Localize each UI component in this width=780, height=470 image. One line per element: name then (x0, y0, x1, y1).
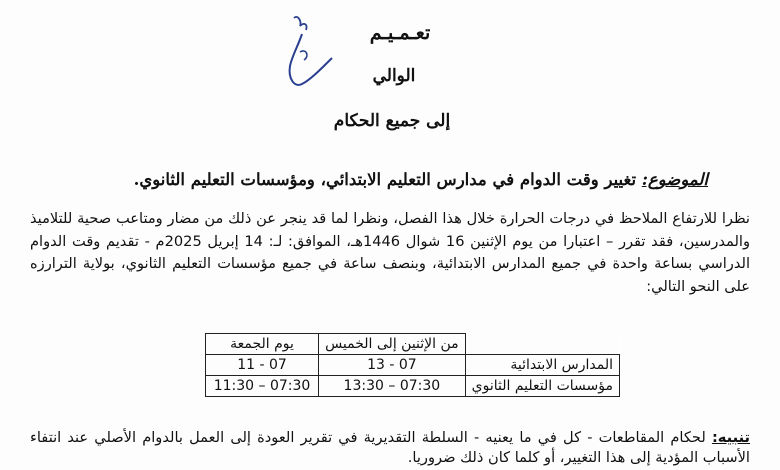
secondary-mon-thu-hours: 07:30 – 13:30 (319, 376, 466, 397)
body-paragraph: نظرا للارتفاع الملاحظ في درجات الحرارة خلال هذا الفصل، ونظرا لما قد ينجر عن ذلك من مضار ومتاعب صحية للتلاميذ والمدرسين، فقد تقرر – اعتبارا من يوم الإثنين 16 شوال 1446هـ، الموافق: لـ: 14 إبريل 2025م - تقديم وقت الدوام الدراسي بساعة واحدة في جميع المدارس الابتدائية، وبنصف ساعة في جميع مؤسسات التعليم الثانوي، بولاية الترارزه على النحو التالي: (30, 210, 751, 295)
recipient: إلى جميع الحكام (333, 111, 451, 131)
primary-mon-thu-hours: 07 - 13 (319, 355, 466, 376)
subject-line (134, 170, 708, 189)
notice-text: لحكام المقاطعات - كل في ما يعنيه - السلطة التقديرية في تقرير العودة إلى العمل بالدوام الأصلي عند انتفاء الأسباب المؤدية إلى هذا التغيير، أو كلما كان ذلك ضروريا. (30, 429, 750, 466)
row-label-secondary: مؤسسات التعليم الثانوي (465, 376, 619, 397)
row-label-primary: المدارس الابتدائية (465, 355, 619, 376)
notice-block (30, 428, 750, 468)
circular-title: تعـمـيـم (369, 22, 431, 44)
sender: الوالي (372, 66, 416, 86)
header-mon-thu: من الإثنين إلى الخميس (319, 334, 466, 355)
table-row (206, 376, 620, 397)
notice-label: تنبيه: (711, 429, 751, 446)
table-row (206, 355, 620, 376)
primary-friday-hours: 07 - 11 (206, 355, 319, 376)
table-corner-cell (465, 334, 619, 355)
secondary-friday-hours: 07:30 – 11:30 (206, 376, 319, 397)
header-friday: يوم الجمعة (206, 334, 319, 355)
subject-text: تغيير وقت الدوام في مدارس التعليم الابتدائي، ومؤسسات التعليم الثانوي. (133, 170, 637, 189)
body-paragraph-block (30, 208, 750, 298)
schedule-table (205, 333, 620, 397)
table-header-row (206, 334, 620, 355)
subject-label: الموضوع: (641, 170, 708, 189)
